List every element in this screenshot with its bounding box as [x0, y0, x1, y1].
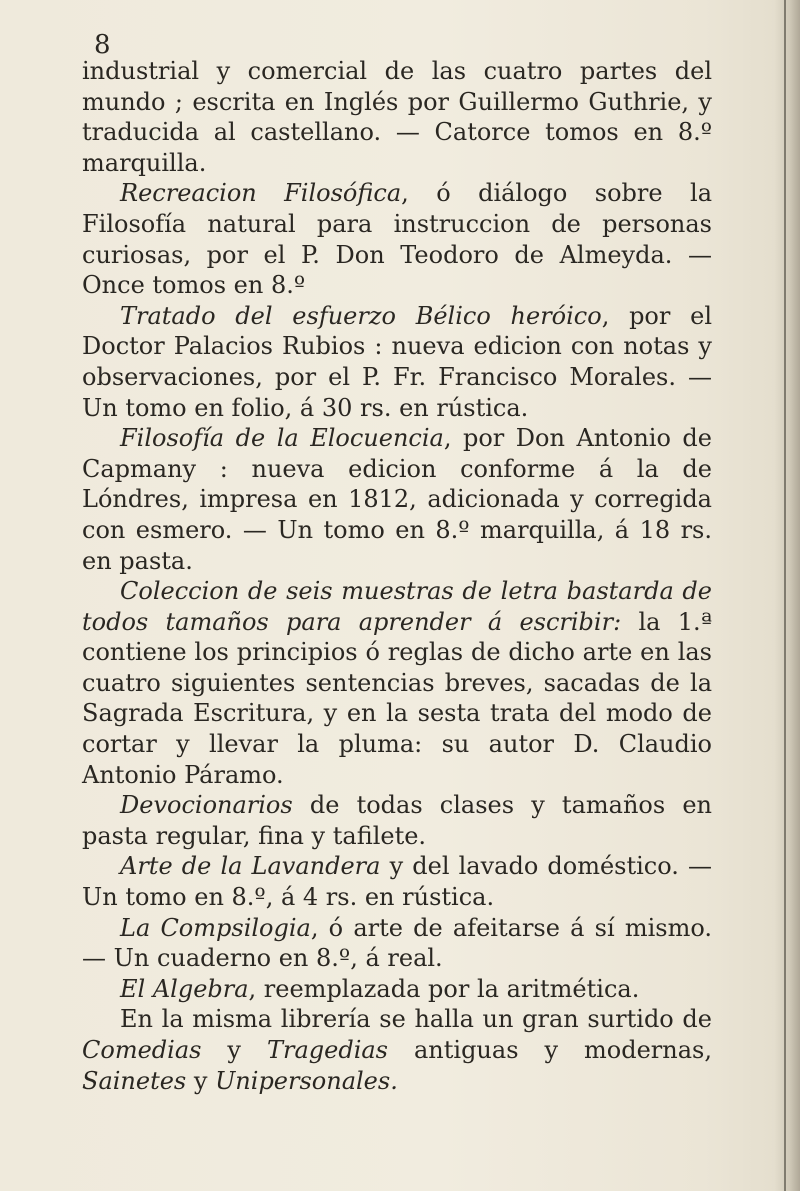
genre-name: Comedias: [82, 1036, 202, 1064]
entry-text: , por el Doctor Palacios Rubios : nueva edicion con notas y observaciones, por el P. Fr. Francisco Morales. — Un tomo en folio, á 30 rs. en rústica.: [82, 301, 712, 422]
entry-text: En la misma librería se halla un gran surtido de: [120, 1005, 712, 1034]
book-title: La Compsilogia: [120, 913, 311, 942]
entry-text: , ó diálogo sobre la Filosofía natural para instruccion de personas curiosas, por el P. Don Teodoro de Almeyda. — Once tomos en 8.º: [82, 179, 713, 300]
entry-text: y del lavado doméstico. — Un tomo en 8.º, á 4 rs. en rústica.: [82, 852, 712, 912]
page-number: 8: [94, 30, 111, 60]
entry-text: la 1.ª contiene los principios ó reglas de dicho arte en las cuatro siguientes sentencias breves, sacadas de la Sagrada Escritura, y en la sesta trata del modo de cortar y llevar la pluma: su autor D. Claudio Antonio Páramo.: [82, 607, 713, 789]
book-title: El Algebra: [120, 974, 249, 1003]
entry-text: y: [186, 1066, 216, 1095]
book-title: Coleccion de seis muestras de letra bastarda de todos tamaños para aprender á escribir:: [82, 577, 712, 636]
entry-text: , ó arte de afeitarse á sí mismo. — Un cuaderno en 8.º, á real.: [82, 913, 712, 973]
entry-tratado-esfuerzo-belico: [82, 301, 712, 423]
entry-devocionarios: [82, 790, 712, 851]
entry-text: antiguas y modernas,: [388, 1036, 712, 1064]
entry-text: y: [201, 1036, 267, 1064]
closing-paragraph: [82, 1004, 712, 1096]
entry-compsilogia: [82, 913, 712, 974]
entry-text: , por Don Antonio de Capmany : nueva edicion conforme á la de Lóndres, impresa en 1812, adicionada y corregida con esmero. — Un tomo en 8.º marquilla, á 18 rs. en pasta.: [82, 424, 712, 575]
paragraph-continued: [82, 56, 712, 178]
book-title: Arte de la Lavandera: [120, 852, 381, 881]
entry-coleccion-muestras: [82, 576, 712, 790]
entry-algebra: [82, 974, 712, 1005]
paragraph-text: industrial y comercial de las cuatro partes del mundo ; escrita en Inglés por Guillermo Guthrie, y traducida al castellano. — Catorce tomos en 8.º marquilla.: [82, 57, 712, 177]
book-title: Tratado del esfuerzo Bélico heróico: [120, 301, 602, 330]
book-title: Filosofía de la Elocuencia: [120, 424, 444, 453]
book-title: Recreacion Filosófica: [120, 179, 402, 208]
page-edge-shadow: [774, 0, 800, 1191]
genre-name: Unipersonales.: [215, 1066, 398, 1095]
entry-text: , reemplazada por la aritmética.: [248, 974, 640, 1003]
book-title: Devocionarios: [120, 791, 293, 820]
genre-name: Tragedias: [266, 1036, 388, 1064]
entry-text: de todas clases y tamaños en pasta regular, fina y tafilete.: [82, 791, 712, 850]
page-text: [82, 56, 712, 1096]
genre-name: Sainetes: [82, 1066, 187, 1095]
page-edge-line: [784, 0, 786, 1191]
entry-filosofia-elocuencia: [82, 423, 712, 576]
entry-arte-lavandera: [82, 851, 712, 912]
entry-recreacion-filosofica: [82, 178, 712, 300]
